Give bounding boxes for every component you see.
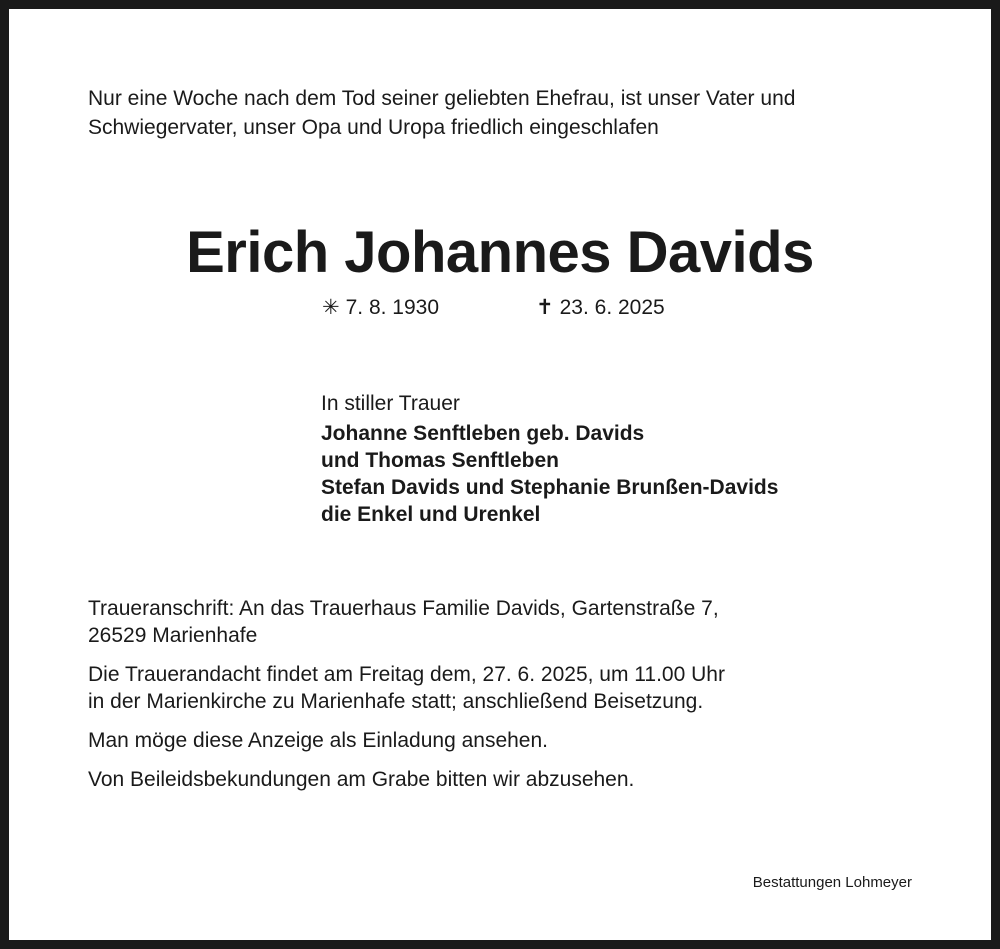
service-details	[88, 661, 918, 715]
funeral-home: Bestattungen Lohmeyer	[752, 874, 912, 891]
service-line-2: in der Marienkirche zu Marienhafe statt; anschließend Beisetzung.	[88, 690, 704, 713]
mourner-list	[321, 420, 921, 528]
death-date: 23. 6. 2025	[559, 296, 665, 319]
mourning-lead: In stiller Trauer	[321, 392, 460, 415]
mourning-address	[88, 595, 918, 649]
invitation-note: Man möge diese Anzeige als Einladung ansehen.	[88, 729, 548, 752]
deceased-name: Erich Johannes Davids	[186, 220, 814, 285]
intro-line-1: Nur eine Woche nach dem Tod seiner geliebten Ehefrau, ist unser Vater und	[88, 87, 796, 110]
address-line-2: 26529 Marienhafe	[88, 624, 258, 647]
birth-star-icon: ✳	[322, 296, 340, 319]
mourner-name: Johanne Senftleben geb. Davids	[321, 422, 645, 445]
mourners-block	[321, 390, 921, 528]
birth-date-line	[322, 294, 439, 322]
service-line-1: Die Trauerandacht findet am Freitag dem, 27. 6. 2025, um 11.00 Uhr	[88, 663, 725, 686]
mourner-name: Stefan Davids und Stephanie Brunßen-Davids	[321, 476, 779, 499]
info-block	[88, 595, 918, 805]
intro-text	[88, 84, 908, 142]
death-date-line	[536, 294, 665, 322]
condolence-note: Von Beileidsbekundungen am Grabe bitten wir abzusehen.	[88, 768, 635, 791]
death-cross-icon: ✝	[536, 296, 554, 319]
intro-line-2: Schwiegervater, unser Opa und Uropa friedlich eingeschlafen	[88, 116, 659, 139]
mourner-name: und Thomas Senftleben	[321, 449, 560, 472]
address-line-1: Traueranschrift: An das Trauerhaus Familie Davids, Gartenstraße 7,	[88, 597, 719, 620]
birth-date: 7. 8. 1930	[345, 296, 440, 319]
mourner-name: die Enkel und Urenkel	[321, 503, 541, 526]
